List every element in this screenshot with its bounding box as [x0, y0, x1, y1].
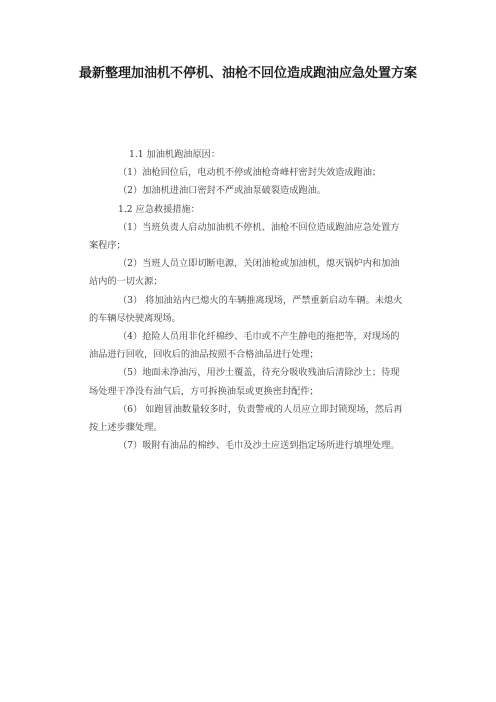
section-heading-1-1: 1.1 加油机跑油原因： — [129, 149, 221, 160]
measure-item-3 — [89, 292, 431, 328]
measure-item-2-line-2: 站内的一切火源； — [89, 276, 163, 288]
measure-item-5-line-2: 场处理干净没有油气后，方可拆换油泵或更换密封配件； — [89, 385, 319, 397]
measure-item-1-line-2: 案程序； — [89, 240, 126, 252]
measure-item-7: （7）吸附有油品的棉纱、毛巾及沙土应送到指定场所进行填埋处理。 — [118, 440, 400, 452]
measure-item-6-line-1: （6） 如跑冒油数量较多时，负责警戒的人员应立即封锁现场，然后再 — [118, 403, 403, 415]
measure-item-4-line-1: （4）抢险人员用非化纤棉纱、毛巾或不产生静电的拖把等，对现场的 — [118, 331, 400, 343]
measure-item-5 — [89, 364, 431, 400]
measure-item-4-line-2: 油品进行回收，回收后的油品按照不合格油品进行处理； — [89, 349, 319, 361]
measure-item-2 — [89, 255, 431, 291]
measure-item-3-line-2: 的车辆尽快驶离现场。 — [89, 312, 181, 324]
measure-item-6 — [89, 401, 431, 437]
cause-item-2: （2）加油机进油口密封不严或油泵破裂造成跑油。 — [118, 185, 326, 197]
measure-item-6-line-2: 按上述步骤处理。 — [89, 422, 163, 434]
section-heading-1-2: 1.2 应急救援措施： — [118, 203, 200, 215]
measure-item-2-line-1: （2）当班人员立即切断电源，关闭油枪或加油机，熄灭锅炉内和加油 — [118, 258, 400, 270]
measure-item-5-line-1: （5）地面未净油污，用沙土覆盖，待充分吸收残油后清除沙土；待现 — [118, 367, 400, 379]
measure-item-1-line-1: （1）当班负责人启动加油机不停机、油枪不回位造成跑油应急处置方 — [118, 221, 400, 233]
measure-item-1 — [89, 219, 431, 255]
measure-item-3-line-1: （3） 将加油站内已熄火的车辆推离现场，严禁重新启动车辆。未熄火 — [118, 294, 403, 306]
measure-item-4 — [89, 328, 431, 364]
cause-item-1: （1）油枪回位后，电动机不停或油枪奇峰杆密封失效造成跑油； — [118, 167, 382, 179]
document-body — [89, 146, 431, 455]
document-title: 最新整理加油机不停机、油枪不回位造成跑油应急处置方案 — [78, 66, 417, 81]
